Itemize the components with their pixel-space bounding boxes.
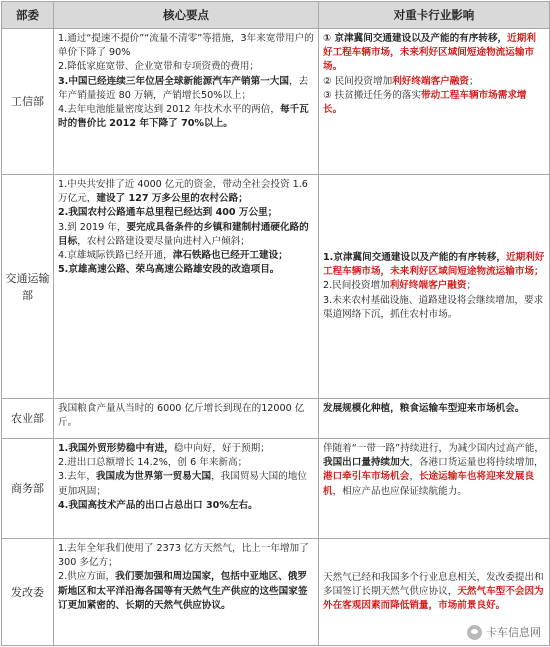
cell-paragraph: 2.进出口总额增长 14.2%，创 6 年来新高；	[58, 457, 248, 469]
policy-impact-table	[1, 1, 550, 646]
impact-cell	[319, 175, 550, 399]
cell-paragraph: 我国粮食产量从当时的 6000 亿斤增长到现在的12000 亿斤。	[58, 403, 305, 429]
table-row	[2, 439, 550, 539]
cell-paragraph: ② 民间投资增加利好终端客户融资；	[323, 75, 479, 87]
impact-cell	[319, 439, 550, 539]
cell-paragraph: 5.京雄高速公路、荣乌高速公路雄安段的改造项目。	[58, 264, 280, 276]
table-row	[2, 29, 550, 175]
dept-cell: 发改委	[2, 539, 54, 646]
key-points-cell	[54, 539, 319, 646]
table-row	[2, 399, 550, 439]
header-dept: 部委	[2, 2, 54, 29]
dept-cell: 商务部	[2, 439, 54, 539]
cell-paragraph: 3.到 2019 年，要完成具备条件的乡镇和建制村通硬化路的目标，农村公路建设要尽量向进村入户倾斜；	[58, 221, 309, 247]
cell-paragraph: 4.去年电池能量密度达到 2012 年技术水平的两倍，每千瓦时的售价比 2012 年下降了 70%以上。	[58, 104, 309, 130]
cell-paragraph: 2.我国农村公路通车总里程已经达到 400 万公里；	[58, 207, 278, 219]
cell-paragraph: 1.通过“提速不提价”“流量不清零”等措施，3年来宽带用户的单价下降了 90%	[58, 33, 314, 59]
cell-paragraph: 4.我国高技术产品的出口占总出口 30%左右。	[58, 499, 258, 511]
dept-cell: 工信部	[2, 29, 54, 175]
cell-paragraph: 天然气已经和我国多个行业息息相关，发改委提出和多国签订长期天然气供应协议，天然气车型不会因为外在客观因素而降低销量，市场前景良好。	[323, 571, 544, 612]
table-header-row	[2, 2, 550, 29]
header-impact: 对重卡行业影响	[319, 2, 550, 29]
cell-paragraph: ③ 扶贫搬迁任务的落实带动工程车辆市场需求增长。	[323, 89, 527, 116]
table-row	[2, 175, 550, 399]
key-points-cell	[54, 29, 319, 175]
cell-paragraph: 1.我国外贸形势稳中有进，稳中向好，好于预期；	[58, 443, 270, 454]
key-points-cell	[54, 175, 319, 399]
watermark-text: 卡车信息网	[486, 626, 541, 639]
impact-cell	[319, 29, 550, 175]
impact-cell	[319, 399, 550, 439]
cell-paragraph: 1.去年全年我们使用了 2373 亿方天然气，比上一年增加了 300 多亿方；	[58, 543, 309, 569]
dept-cell: 交通运输部	[2, 175, 54, 399]
cell-paragraph: 2.民间投资增加利好终端客户融资；	[323, 280, 477, 292]
cell-paragraph: 4.京雄城际铁路已经开通，津石铁路也已经开工建设；	[58, 250, 288, 262]
cell-paragraph: 发展规模化种植，粮食运输车型迎来市场机会。	[323, 403, 525, 414]
wechat-icon	[467, 625, 482, 640]
cell-paragraph: 1.中央共安排了近 4000 亿元的资金，带动全社会投资 1.6 万亿元，建设了 127 万多公里的农村公路；	[58, 179, 308, 205]
cell-paragraph: 3.中国已经连续三年位居全球新能源汽车产销第一大国，去年产销量接近 80 万辆，产销增长50%以上；	[58, 75, 309, 101]
key-points-cell	[54, 439, 319, 539]
key-points-cell	[54, 399, 319, 439]
dept-cell: 农业部	[2, 399, 54, 439]
watermark	[464, 623, 544, 641]
cell-paragraph: 3.未来农村基础设施、道路建设将会继续增加，要求渠道网络下沉，抓住农村市场。	[323, 294, 544, 320]
cell-paragraph: 3.去年，我国成为世界第一贸易大国，我国贸易大国的地位更加巩固；	[58, 471, 307, 497]
cell-paragraph: 2.供应方面，我们要加强和周边国家，包括中亚地区、俄罗斯地区和太平洋沿海各国等有天然气生产供应的这些国家签订更加紧密的、长期的天然气供应协议。	[58, 571, 308, 611]
header-key-points: 核心要点	[54, 2, 319, 29]
cell-paragraph: ① 京津冀间交通建设以及产能的有序转移，近期利好工程车辆市场，未来利好区域间短途物流运输市场。	[323, 33, 536, 73]
cell-paragraph: 伴随着“一带一路”持续进行，为减少国内过高产能，我国出口量持续加大，各港口货运量也将持续增加，港口牵引车市场机会，长途运输车也将迎来发展良机，相应产品也应保证续航能力。	[323, 443, 545, 497]
cell-paragraph: 1.京津冀间交通建设以及产能的有序转移，近期利好工程车辆市场，未来利好区域间短途物流运输市场；	[323, 251, 545, 278]
cell-paragraph: 2.降低家庭宽带、企业宽带和专项资费的费用；	[58, 61, 260, 73]
